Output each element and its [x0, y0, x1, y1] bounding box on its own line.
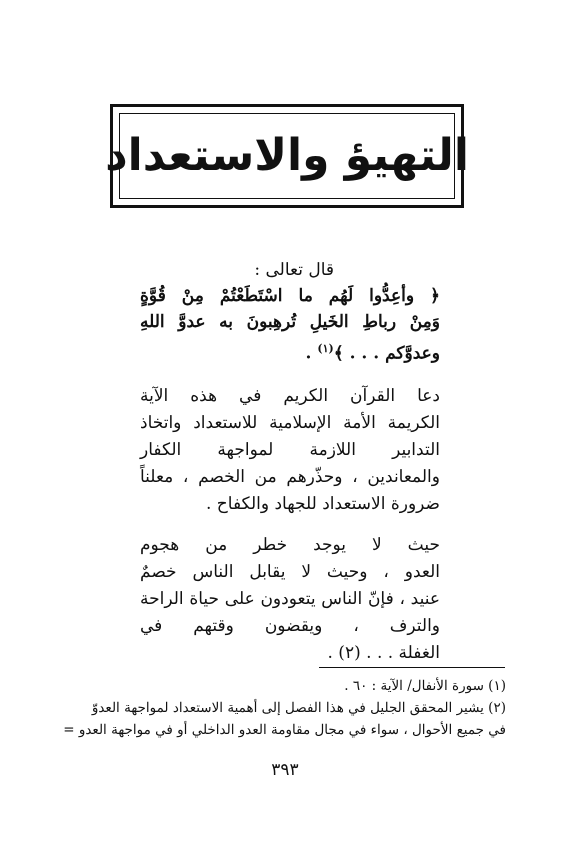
verse-line-3	[140, 337, 440, 366]
chapter-title: التهيؤ والاستعداد	[105, 130, 469, 181]
paragraph1-line-3: التدابير اللازمة لمواجهة الكفار	[140, 440, 440, 460]
footnote-ref-1: (١)	[317, 342, 334, 355]
intro-line: قال تعالى :	[254, 260, 334, 280]
paragraph2-line-4: والترف ، ويقضون وقتهم في	[140, 616, 440, 636]
paragraph1-line-2: الكريمة الأمة الإسلامية للاستعداد واتخاذ	[140, 413, 440, 433]
paragraph2-line-5: الغفلة . . . (٢) .	[327, 643, 440, 663]
footnote-1: (١) سورة الأنفال/ الآية : ٦٠ .	[344, 678, 506, 694]
footnote-2-continued: في جميع الأحوال ، سواء في مجال مقاومة العدو الداخلي أو في مواجهة العدو =	[63, 722, 506, 738]
verse-line-3-text: وعدوَّكم . . . ﴾	[333, 343, 440, 364]
paragraph2-line-3: عنيد ، فإنّ الناس يتعودون على حياة الراحة	[140, 589, 440, 609]
footnote-2: (٢) يشير المحقق الجليل في هذا الفصل إلى أهمية الاستعداد لمواجهة العدوّ	[91, 700, 506, 716]
page-number: ٣٩٣	[271, 760, 299, 780]
title-frame	[105, 104, 469, 208]
paragraph1-line-5: ضرورة الاستعداد للجهاد والكفاح .	[206, 494, 440, 514]
paragraph1-line-4: والمعاندين ، وحذّرهم من الخصم ، معلناً	[140, 467, 440, 487]
title-frame-inner	[105, 113, 469, 199]
paragraph1-line-1: دعا القرآن الكريم في هذه الآية	[140, 386, 440, 406]
footnote-rule	[319, 667, 505, 668]
paragraph2-line-2: العدو ، وحيث لا يقابل الناس خصمٌ	[140, 562, 440, 582]
verse-end-period: .	[305, 343, 312, 364]
verse-line-1: ﴿ وأعِدُّوا لَهُم ما اسْتَطَعْتُمْ مِنْ قُوَّةٍ	[140, 286, 440, 306]
paragraph2-line-1: حيث لا يوجد خطر من هجوم	[140, 535, 440, 555]
verse-line-2: وَمِنْ رباطِ الخَيلِ تُرهِبونَ به عدوَّ اللهِ	[140, 312, 440, 332]
